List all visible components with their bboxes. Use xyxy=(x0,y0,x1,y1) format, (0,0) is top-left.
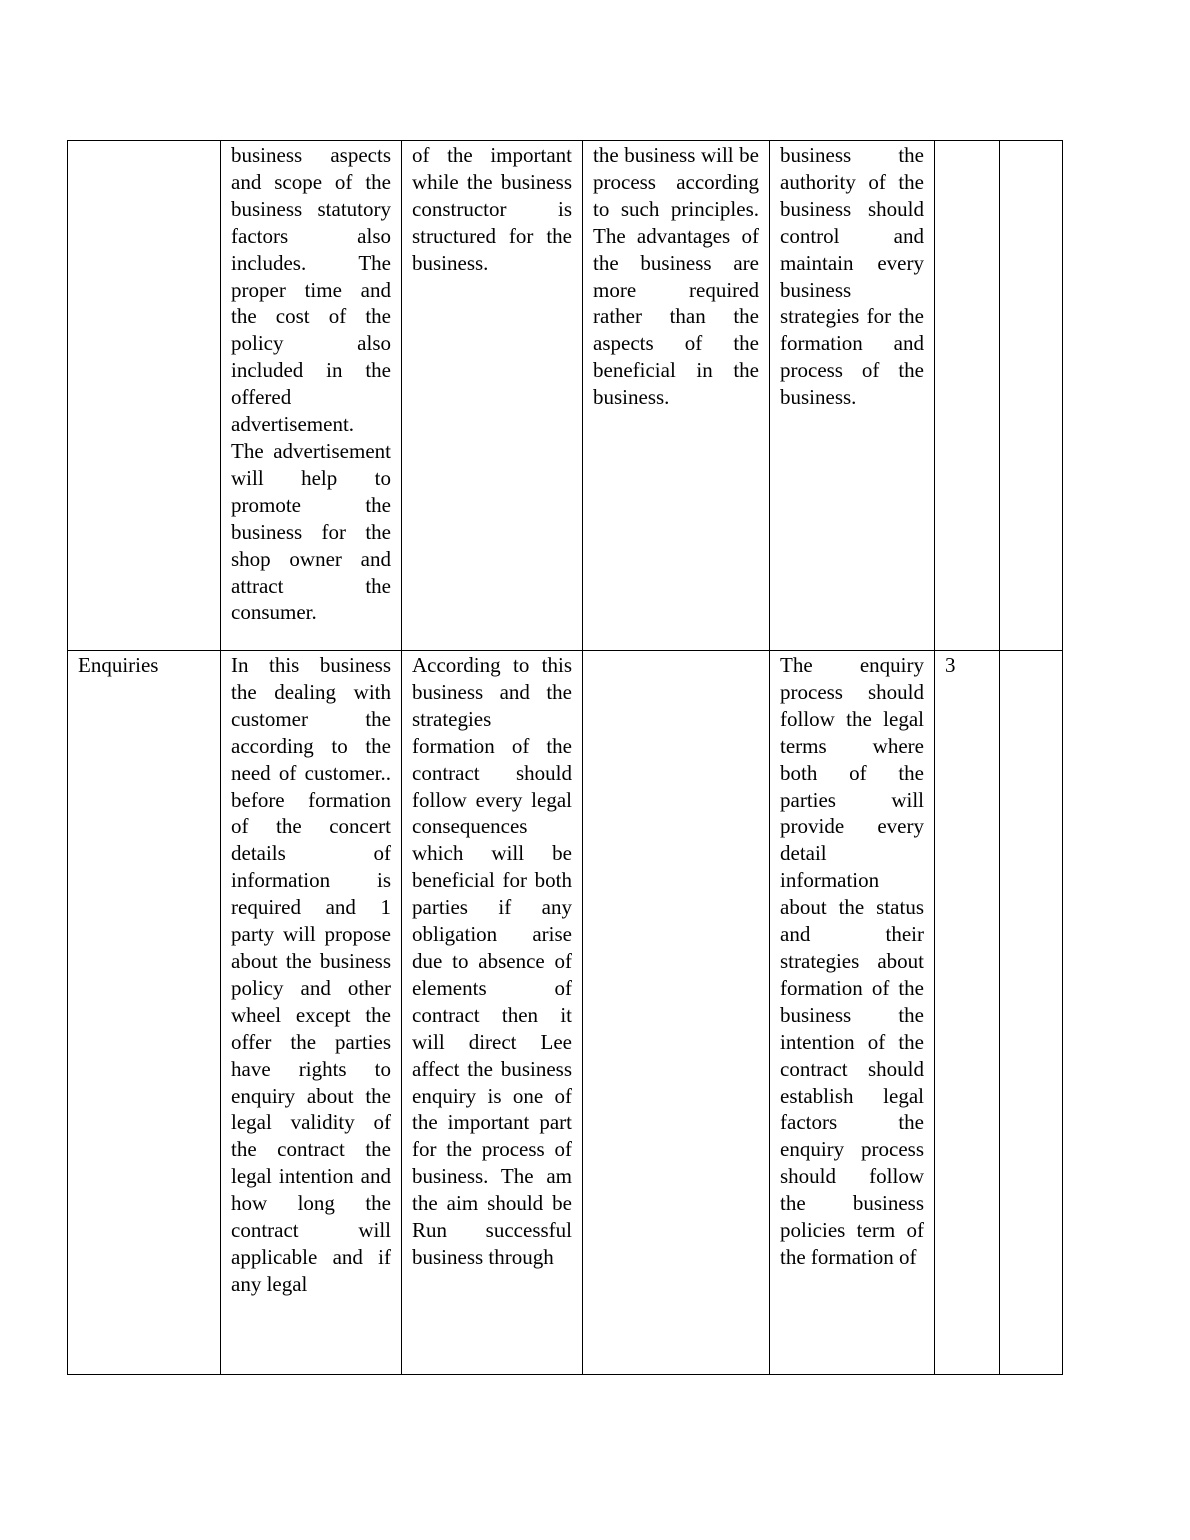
table-row xyxy=(68,141,1063,651)
score-cell xyxy=(935,141,1000,651)
description-cell: business the authority of the business should control and maintain every business strategies for the formation and process of the business. xyxy=(770,141,935,651)
assessment-table xyxy=(67,140,1063,1375)
description-cell: The enquiry process should follow the legal terms where both of the parties will provide every detail information about the status and their strategies about formation of the business the intention of the contract should establish legal factors the enquiry process should follow the business policies term of the formation of xyxy=(770,651,935,1375)
table-row xyxy=(68,651,1063,1375)
extra-cell xyxy=(1000,651,1063,1375)
description-cell: business aspects and scope of the business statutory factors also includes. The proper time and the cost of the policy also included in the offered advertisement. The advertisement will help to promote the business for the shop owner and attract the consumer. xyxy=(221,141,402,651)
row-label-cell xyxy=(68,141,221,651)
description-cell: According to this business and the strategies formation of the contract should follow every legal consequences which will be beneficial for both parties if any obligation arise due to absence of elements of contract then it will direct Lee affect the business enquiry is one of the important part for the process of business. The am the aim should be Run successful business through xyxy=(402,651,583,1375)
description-cell: of the important while the business constructor is structured for the business. xyxy=(402,141,583,651)
description-cell: In this business the dealing with customer the according to the need of customer.. before formation of the concert details of information is required and 1 party will propose about the business policy and other wheel except the offer the parties have rights to enquiry about the legal validity of the contract the legal intention and how long the contract will applicable and if any legal xyxy=(221,651,402,1375)
row-label-cell: Enquiries xyxy=(68,651,221,1375)
extra-cell xyxy=(1000,141,1063,651)
description-cell xyxy=(583,651,770,1375)
description-cell: the business will be process according to such principles. The advantages of the business are more required rather than the aspects of the beneficial in the business. xyxy=(583,141,770,651)
score-cell: 3 xyxy=(935,651,1000,1375)
